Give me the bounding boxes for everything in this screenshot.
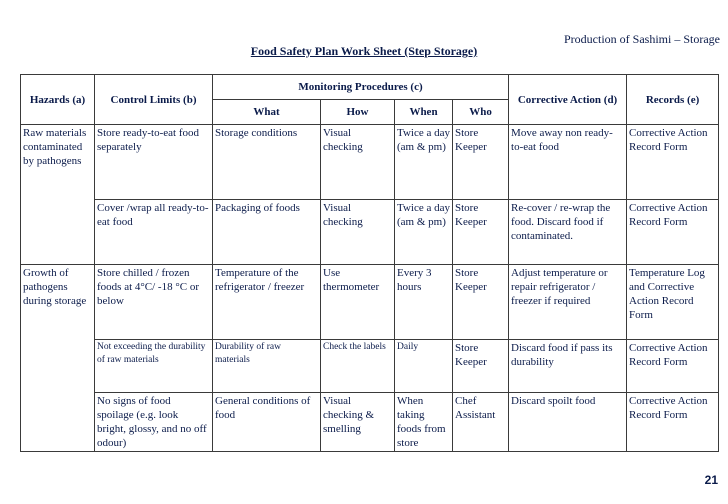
table-row	[21, 265, 719, 340]
page-title: Food Safety Plan Work Sheet (Step Storage)	[250, 44, 478, 58]
cell-corrective-action: Re-cover / re-wrap the food. Discard food if contaminated.	[509, 200, 627, 265]
cell-hazard: Growth of pathogens during storage	[21, 265, 95, 452]
cell-when: Daily	[395, 340, 453, 393]
cell-how: Use thermometer	[321, 265, 395, 340]
header-row	[21, 75, 719, 100]
header-monitoring-procedures: Monitoring Procedures (c)	[213, 75, 509, 100]
table-row	[21, 200, 719, 265]
cell-corrective-action: Adjust temperature or repair refrigerator / freezer if required	[509, 265, 627, 340]
header-corrective-action: Corrective Action (d)	[509, 75, 627, 125]
cell-how: Check the labels	[321, 340, 395, 393]
header-records: Records (e)	[627, 75, 719, 125]
cell-when: Twice a day (am & pm)	[395, 200, 453, 265]
cell-when: Twice a day (am & pm)	[395, 125, 453, 200]
cell-who: Store Keeper	[453, 340, 509, 393]
cell-who: Store Keeper	[453, 125, 509, 200]
cell-how: Visual checking	[321, 125, 395, 200]
cell-what: Temperature of the refrigerator / freezer	[213, 265, 321, 340]
header-control-limits: Control Limits (b)	[95, 75, 213, 125]
food-safety-plan-table	[20, 74, 719, 452]
cell-what: Storage conditions	[213, 125, 321, 200]
cell-control-limit: No signs of food spoilage (e.g. look bright, glossy, and no off odour)	[95, 393, 213, 452]
cell-what: Durability of raw materials	[213, 340, 321, 393]
cell-who: Chef Assistant	[453, 393, 509, 452]
table-row	[21, 393, 719, 452]
cell-records: Corrective Action Record Form	[627, 200, 719, 265]
cell-control-limit: Not exceeding the durability of raw materials	[95, 340, 213, 393]
cell-records: Temperature Log and Corrective Action Record Form	[627, 265, 719, 340]
cell-what: General conditions of food	[213, 393, 321, 452]
table-row	[21, 340, 719, 393]
header-what: What	[213, 100, 321, 125]
cell-control-limit: Store ready-to-eat food separately	[95, 125, 213, 200]
page-number: 21	[704, 473, 718, 487]
cell-records: Corrective Action Record Form	[627, 125, 719, 200]
cell-corrective-action: Move away non ready-to-eat food	[509, 125, 627, 200]
cell-records: Corrective Action Record Form	[627, 340, 719, 393]
header-how: How	[321, 100, 395, 125]
cell-corrective-action: Discard food if pass its durability	[509, 340, 627, 393]
cell-control-limit: Store chilled / frozen foods at 4°C/ -18 °C or below	[95, 265, 213, 340]
cell-what: Packaging of foods	[213, 200, 321, 265]
cell-who: Store Keeper	[453, 265, 509, 340]
header-when: When	[395, 100, 453, 125]
header-hazards: Hazards (a)	[21, 75, 95, 125]
cell-how: Visual checking	[321, 200, 395, 265]
header-who: Who	[453, 100, 509, 125]
cell-who: Store Keeper	[453, 200, 509, 265]
cell-control-limit: Cover /wrap all ready-to-eat food	[95, 200, 213, 265]
document-subject: Production of Sashimi – Storage	[564, 32, 720, 46]
table-row	[21, 125, 719, 200]
cell-when: Every 3 hours	[395, 265, 453, 340]
cell-records: Corrective Action Record Form	[627, 393, 719, 452]
cell-corrective-action: Discard spoilt food	[509, 393, 627, 452]
cell-hazard: Raw materials contaminated by pathogens	[21, 125, 95, 265]
cell-how: Visual checking & smelling	[321, 393, 395, 452]
cell-when: When taking foods from store	[395, 393, 453, 452]
